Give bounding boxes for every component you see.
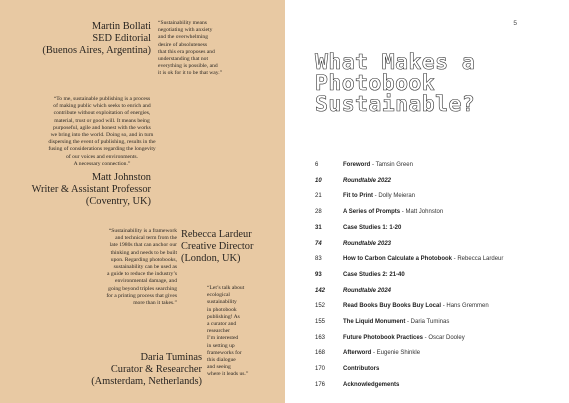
- quote-line: we bring into the world. Doing so, and in turn: [50, 132, 154, 139]
- toc-title-text: How to Carbon Calculate a Photobook: [343, 256, 453, 263]
- quote-line: in photobook: [207, 306, 237, 313]
- contributor-name: Martin Bollati: [91, 21, 151, 32]
- contributor-name: Rebecca Lardeur: [181, 229, 252, 240]
- toc-page-number: 152: [315, 303, 326, 310]
- quote-line: understanding that not: [158, 56, 209, 63]
- quote-line: more than it takes.”: [133, 300, 177, 307]
- toc-title-text: Roundtable 2022: [343, 177, 392, 184]
- toc-entry: [315, 176, 569, 186]
- toc-title-text: A Series of Prompts: [343, 209, 401, 216]
- quote-line: everything is possible, and: [158, 63, 218, 70]
- quote-line: environmental damage, and: [115, 278, 177, 285]
- toc-author: - Eugenie Shinkle: [371, 350, 421, 357]
- toc-entry-title: [343, 364, 379, 374]
- toc-author: - Rebecca Lardeur: [452, 256, 504, 263]
- toc-title-text: Roundtable 2024: [343, 287, 392, 294]
- toc-entry-title: [343, 380, 399, 390]
- quote-line: of making public which seeks to enrich and: [53, 103, 151, 110]
- quote-line: contribute without exploitation of energies,: [53, 110, 151, 117]
- contributor-place: (Buenos Aires, Argentina): [42, 45, 151, 56]
- toc-title-text: Roundtable 2023: [343, 240, 392, 247]
- quote-line: negotiating with anxiety: [158, 27, 213, 34]
- page-number: 5: [513, 20, 517, 27]
- toc-page-number: 142: [315, 287, 326, 294]
- toc-entry: [315, 364, 569, 374]
- toc-title-text: Case Studies 2: 21-40: [343, 271, 405, 278]
- quote-line: “Let’s talk about: [207, 285, 245, 291]
- quote-line: I’m interested: [207, 335, 239, 342]
- quote-line: and seeing: [207, 364, 231, 371]
- toc-page-number: 163: [315, 334, 326, 341]
- contributor-role: SED Editorial: [92, 33, 151, 44]
- toc-entry-title: [343, 254, 503, 264]
- toc-page-number: 31: [315, 224, 322, 231]
- toc-entry-title: [343, 223, 401, 233]
- contributor-role: Curator & Researcher: [110, 364, 202, 375]
- toc-page-number: 155: [315, 319, 326, 325]
- quote-line: fusing of considerations regarding the longevity: [48, 146, 156, 153]
- contributor-place: (Amsterdam, Netherlands): [91, 376, 202, 387]
- quote-line: upon. Regarding photobooks,: [110, 256, 177, 263]
- quote-line: A necessary connection.”: [73, 160, 131, 167]
- quote-line: that this era proposes and: [158, 48, 215, 55]
- matt-johnston-quote: [32, 96, 172, 168]
- toc-author: - Tamsin Green: [370, 162, 413, 168]
- toc-entry: [315, 286, 569, 296]
- contributor-role: Creative Director: [181, 241, 254, 252]
- matt-johnston-credit: [10, 172, 151, 208]
- daria-tuminas-quote: [207, 285, 283, 379]
- toc-page-number: 6: [315, 162, 319, 168]
- title-line: Sustainable?: [315, 92, 476, 117]
- toc-entry-title: [343, 270, 405, 280]
- quote-line: purposeful, agile and honest with the works: [53, 124, 151, 131]
- title-line: Photobook: [315, 71, 436, 96]
- contributor-place: (London, UK): [181, 253, 241, 264]
- toc-page-number: 74: [315, 240, 322, 247]
- toc-page-number: 176: [315, 381, 326, 388]
- toc-entry: [315, 160, 569, 170]
- toc-title-text: Afterword: [343, 350, 372, 357]
- quote-line: a guide to reduce the industry’s: [106, 271, 177, 278]
- toc-page-number: 170: [315, 366, 326, 373]
- quote-line: “Sustainability is a framework: [108, 228, 177, 234]
- toc-entry-title: [343, 191, 415, 201]
- toc-title-text: Foreword: [343, 162, 371, 168]
- toc-title-text: Contributors: [343, 366, 380, 373]
- toc-author: - Hans Gremmen: [441, 303, 489, 310]
- contributor-role: Writer & Assistant Professor: [31, 184, 151, 195]
- toc-entry-title: [343, 317, 449, 327]
- toc-page-number: 21: [315, 193, 322, 200]
- toc-entry-title: [343, 176, 391, 186]
- contributor-name: Matt Johnston: [91, 172, 151, 183]
- toc-entry: [315, 223, 569, 233]
- quote-line: dispersing the event of publishing, results in the: [48, 139, 156, 146]
- toc-title-text: Future Photobook Practices: [343, 334, 424, 341]
- quote-line: “To me, sustainable publishing is a process: [53, 96, 151, 102]
- toc-title-text: Read Books Buy Books Buy Local: [343, 303, 442, 310]
- toc-title-text: The Liquid Monument: [343, 319, 406, 325]
- toc-entry: [315, 317, 569, 327]
- toc-title-text: Fit to Print: [343, 193, 373, 200]
- quote-line: of our voices and environments.: [66, 153, 138, 160]
- quote-line: going beyond triples searching: [108, 285, 177, 292]
- quote-line: sustainability: [207, 299, 237, 306]
- quote-line: material, trust or good will. It means being: [54, 117, 150, 124]
- quote-line: late 1980s that can anchor our: [109, 242, 177, 249]
- quote-line: frameworks for: [207, 349, 242, 356]
- quote-line: publishing! As: [207, 313, 240, 320]
- toc-entry-title: [343, 160, 413, 170]
- toc-entry: [315, 348, 569, 358]
- quote-line: this dialogue: [207, 357, 236, 364]
- toc-author: - Daria Tuminas: [405, 319, 450, 325]
- toc-entry: [315, 270, 569, 280]
- toc-page-number: 83: [315, 256, 322, 263]
- toc-entry-title: [343, 207, 443, 217]
- toc-entry-title: [343, 348, 420, 358]
- quote-line: thinking and needs to be built: [110, 249, 177, 256]
- quote-line: it is ok for it to be that way.”: [158, 70, 223, 77]
- contributor-name: Daria Tuminas: [140, 352, 202, 363]
- martin-bollati-quote: [158, 20, 283, 78]
- quote-line: and the overwhelming: [158, 34, 209, 41]
- martin-bollati-credit: [20, 21, 151, 57]
- quote-line: for a printing process that gives: [106, 292, 177, 299]
- toc-entry-title: [343, 333, 465, 343]
- toc-author: - Dolly Meieran: [373, 193, 416, 200]
- toc-entry: [315, 239, 569, 249]
- quote-line: where it leads us.”: [207, 371, 249, 378]
- quote-line: and technical term from the: [115, 235, 177, 242]
- toc-page-number: 28: [315, 209, 322, 216]
- rebecca-lardeur-credit: [181, 229, 281, 265]
- quote-line: researcher: [207, 328, 230, 335]
- title-line: What Makes a: [315, 50, 476, 75]
- toc-page-number: 168: [315, 350, 326, 357]
- toc-title-text: Case Studies 1: 1-20: [343, 224, 402, 231]
- toc-entry-title: [343, 286, 391, 296]
- toc-page-number: 10: [315, 177, 322, 184]
- rebecca-lardeur-quote: [82, 228, 177, 307]
- toc-entry: [315, 191, 569, 201]
- toc-entry: [315, 333, 569, 343]
- toc-author: - Oscar Dooley: [423, 334, 465, 341]
- toc-entry: [315, 380, 569, 390]
- quote-line: in setting up: [207, 342, 235, 349]
- quote-line: sustainability can be used as: [113, 264, 177, 271]
- contributor-place: (Coventry, UK): [85, 196, 151, 207]
- toc-entry: [315, 207, 569, 217]
- toc-entry: [315, 301, 569, 311]
- quote-line: a curator and: [207, 321, 237, 328]
- quote-line: desire of absoluteness: [158, 41, 208, 48]
- daria-tuminas-credit: [60, 352, 202, 388]
- toc-entry: [315, 254, 569, 264]
- quote-line: ecological: [207, 292, 230, 299]
- right-page: [285, 0, 569, 403]
- page-title: [315, 52, 565, 115]
- toc-page-number: 93: [315, 271, 322, 278]
- toc-entry-title: [343, 239, 391, 249]
- toc-entry-title: [343, 301, 489, 311]
- toc-title-text: Acknowledgements: [343, 381, 400, 388]
- toc-author: - Matt Johnston: [400, 209, 444, 216]
- quote-line: “Sustainability means: [158, 20, 207, 26]
